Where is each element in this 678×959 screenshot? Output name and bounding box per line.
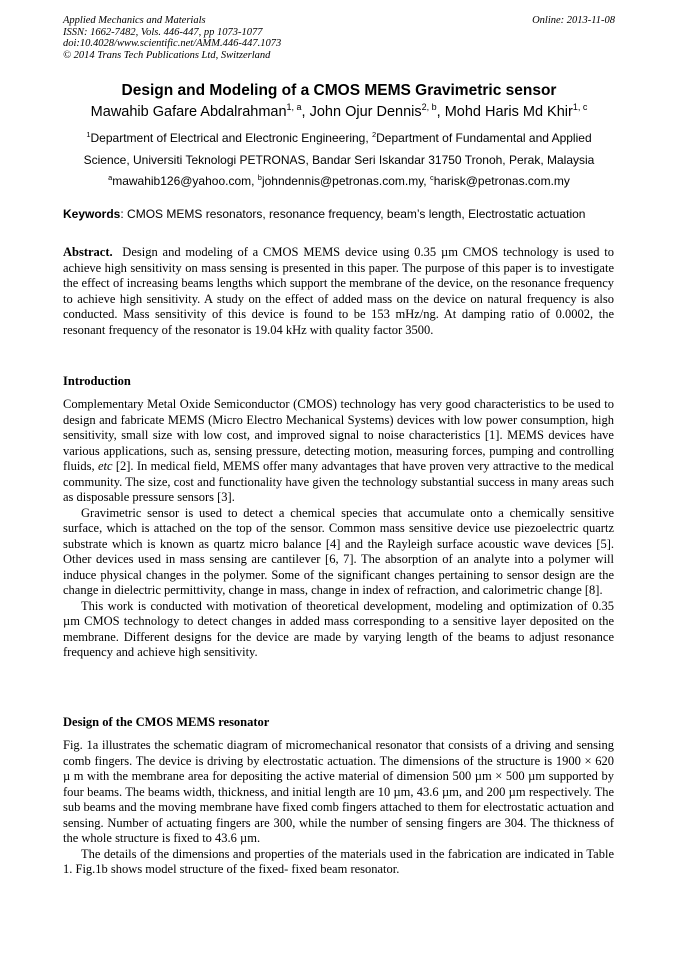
copyright-line: © 2014 Trans Tech Publications Ltd, Switzerland — [63, 49, 271, 61]
author-separator: , — [436, 104, 445, 120]
online-date: Online: 2013-11-08 — [532, 15, 615, 26]
affiliation-superscript: 1 — [86, 130, 91, 139]
abstract-text: Design and modeling of a CMOS MEMS device using 0.35 µm CMOS technology is used to achieve high sensitivity on mass sensing is presented in this paper. The purpose of this paper is to investigate the effect of increasing beams lengths which support the membrane of the device, on the resonance frequency to achieve high sensitivity. A study on the effect of added mass on the device on natural frequency is also conducted. Mass sensitivity of this device is found to be 153 mHz/ng. At damping ratio of 0.0002, the resonant frequency of the resonator is 19.04 kHz with quality factor 3500. — [63, 245, 614, 337]
paragraph — [63, 397, 614, 506]
email-address: harisk@petronas.com.my — [433, 174, 570, 188]
section-heading-design: Design of the CMOS MEMS resonator — [63, 715, 270, 729]
paragraph: The details of the dimensions and properties of the materials used in the fabrication are indicated in Table 1. Fig.1b shows model structure of the fixed- fixed beam resonator. — [63, 846, 614, 876]
issn-line: ISSN: 1662-7482, Vols. 446-447, pp 1073-1077 — [63, 26, 263, 38]
email-address: mawahib126@yahoo.com, — [112, 174, 258, 188]
paragraph-text: Complementary Metal Oxide Semiconductor (CMOS) technology has very good characteristics to be used to design and fabricate MEMS (Micro Electro Mechanical Systems) devices with low power consumption, high sensitivity, small size with low cost, and improved signal to noise characteristics [1]. MEMS devices have various applications, such as, sensing pressure, detecting motion, measuring forces, pumping and controlling fluids, — [63, 397, 614, 473]
affiliation-superscript: 2 — [372, 130, 377, 139]
design-body — [63, 738, 614, 878]
paragraph: Fig. 1a illustrates the schematic diagram of micromechanical resonator that consists of a driving and sensing comb fingers. The device is driving by electrostatic actuation. The dimensions of the structure is 1900 × 620 µ m with the membrane area for depositing the active material of dimension 500 µm × 500 µm supported by four beams. The beams width, thickness, and initial length are 10 µm, 43.6 µm, and 200 µm respectively. The sub beams and the moving membrane have fixed comb fingers attached to them for electrostatic actuation and sensing. Number of actuating fingers are 300, while the number of sensing fingers are 304. The thickness of the whole structure is fixed to 43.6 µm. — [63, 738, 614, 845]
abstract-label: Abstract. — [63, 245, 113, 259]
keywords-label: Keywords — [63, 207, 121, 221]
email-line — [60, 171, 618, 192]
author-separator: , — [301, 104, 310, 120]
etc-italic: etc — [97, 459, 113, 473]
author-name: John Ojur Dennis — [309, 104, 422, 120]
introduction-body — [63, 397, 614, 661]
journal-name: Applied Mechanics and Materials — [63, 15, 206, 26]
paper-title: Design and Modeling of a CMOS MEMS Gravimetric sensor — [121, 82, 557, 99]
paragraph-text: [2]. In medical field, MEMS offer many advantages that have proven very attractive to the medical community. The size, cost and functionality have given the technology substantial success in many areas such as disposable pressure sensors [3]. — [63, 459, 614, 504]
doi-line: doi:10.4028/www.scientific.net/AMM.446-447.1073 — [63, 38, 282, 49]
author-name: Mawahib Gafare Abdalrahman — [90, 104, 287, 120]
affiliation-line-1 — [60, 128, 618, 149]
abstract — [63, 245, 614, 338]
email-address: johndennis@petronas.com.my, — [261, 174, 430, 188]
author-list — [0, 104, 678, 120]
paragraph: This work is conducted with motivation of theoretical development, modeling and optimization of 0.35 µm CMOS technology to detect changes in added mass corresponding to a sensitive layer deposited on the membrane. Different designs for the device are made by varying length of the beams to adjust resonance frequency and achieve high sensitivity. — [63, 598, 614, 659]
section-heading-introduction: Introduction — [63, 374, 131, 388]
author-superscript: 1, c — [572, 102, 588, 113]
affiliation-text: Department of Electrical and Electronic Engineering, — [90, 131, 372, 145]
keywords-line — [63, 207, 623, 221]
author-superscript: 1, a — [286, 102, 302, 113]
author-superscript: 2, b — [421, 102, 437, 113]
affiliation-line-2: Science, Universiti Teknologi PETRONAS, Bandar Seri Iskandar 31750 Tronoh, Perak, Malaysia — [83, 153, 595, 167]
email-superscript: a — [108, 173, 113, 182]
author-name: Mohd Haris Md Khir — [444, 104, 573, 120]
keywords-text: : CMOS MEMS resonators, resonance frequency, beam’s length, Electrostatic actuation — [120, 207, 586, 221]
affiliation-text: Department of Fundamental and Applied — [376, 131, 592, 145]
paragraph: Gravimetric sensor is used to detect a chemical species that accumulate onto a chemically sensitive surface, which is attached on the top of the sensor. Common mass sensitive device use piezoelectric quartz substrate which is known as quartz micro balance [4] and the Rayleigh surface acoustic wave devices [5]. Other devices used in mass sensing are cantilever [6, 7]. The absorption of an analyte into a polymer will induce physical changes in the polymer. Some of the significant changes pertaining to sensor design are the change in dielectric permittivity, change in mass, change in index of refraction, and calorimetric change [8]. — [63, 505, 614, 597]
email-superscript: b — [257, 173, 262, 182]
email-superscript: c — [429, 173, 434, 182]
